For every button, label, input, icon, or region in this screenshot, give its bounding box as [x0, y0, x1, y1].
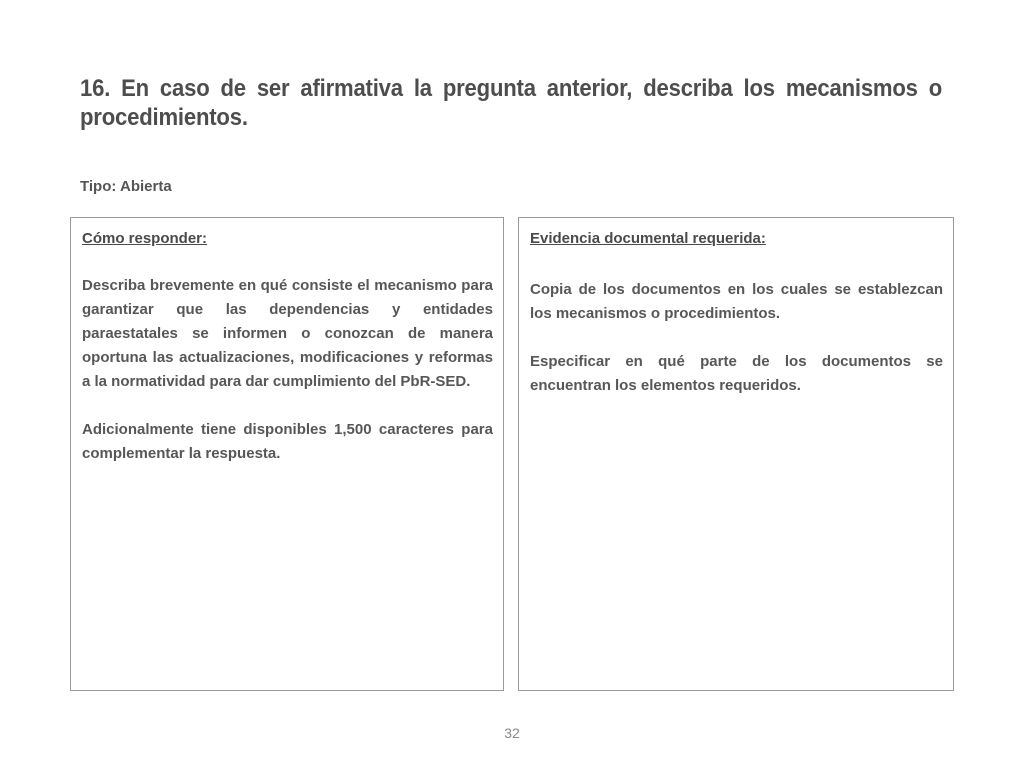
slide-title: 16. En caso de ser afirmativa la pregunta anterior, describa los mecanismos o procedimientos.	[80, 75, 943, 131]
how-to-answer-paragraph: Describa brevemente en qué consiste el mecanismo para garantizar que las dependencias y entidades paraestatales se informen o conozcan de manera oportuna las actualizaciones, modificaciones y reformas a la normatividad para dar cumplimiento del PbR-SED.	[82, 277, 493, 390]
required-evidence-paragraph: Especificar en qué parte de los documentos se encuentran los elementos requeridos.	[530, 353, 943, 394]
required-evidence-paragraph: Copia de los documentos en los cuales se establezcan los mecanismos o procedimientos.	[530, 281, 943, 322]
required-evidence-panel	[518, 217, 954, 691]
question-type-label: Tipo: Abierta	[80, 178, 172, 195]
page-number: 32	[504, 725, 520, 741]
how-to-answer-panel	[70, 217, 504, 691]
how-to-answer-paragraph: Adicionalmente tiene disponibles 1,500 caracteres para complementar la respuesta.	[82, 421, 493, 462]
required-evidence-heading: Evidencia documental requerida:	[530, 230, 766, 247]
how-to-answer-heading: Cómo responder:	[82, 230, 208, 247]
